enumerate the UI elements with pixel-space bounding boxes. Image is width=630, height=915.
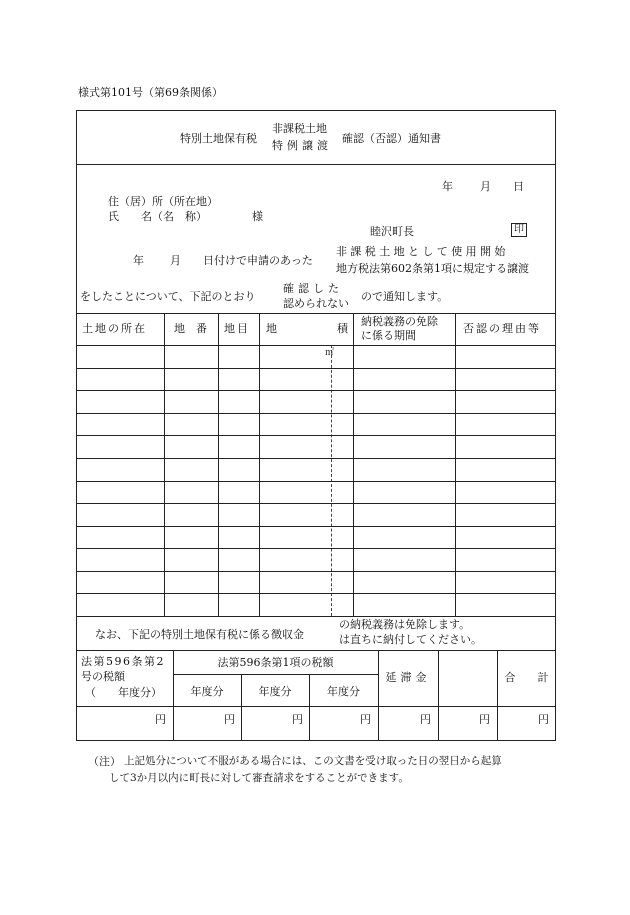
divider	[76, 616, 556, 617]
col-denial-reason: 否認の理由等	[463, 322, 541, 335]
title-prefix: 特別土地保有税	[180, 132, 257, 145]
col-exemption-period-1: 納税義務の免除	[361, 315, 438, 328]
date-month: 月	[480, 180, 491, 193]
yen-unit: 円	[224, 713, 235, 726]
applied-year: 年	[133, 254, 144, 267]
yen-unit: 円	[479, 713, 490, 726]
address-label: 住（居）所（所在地）	[108, 195, 218, 208]
land-table-row	[76, 526, 556, 527]
divider	[76, 164, 556, 165]
land-table-row	[76, 481, 556, 482]
art596-2-line3: （ 年度分）	[85, 686, 162, 699]
result-denied: 認められない	[283, 297, 349, 310]
divider	[76, 313, 556, 314]
land-table-row	[76, 593, 556, 594]
land-table-row	[76, 458, 556, 459]
yen-unit: 円	[155, 713, 166, 726]
art596-2-line2: 号の税額	[81, 670, 125, 683]
divider	[76, 650, 556, 651]
col-lot-number: 地 番	[174, 322, 207, 335]
year-label: 年度分	[258, 685, 292, 698]
date-year: 年	[442, 180, 453, 193]
applied-month: 月	[170, 254, 181, 267]
result-confirmed: 確認した	[283, 282, 343, 295]
seal-mark: 印	[511, 223, 527, 237]
land-table-row	[76, 345, 556, 346]
yen-unit: 円	[360, 713, 371, 726]
collection-exempt: の納税義務は免除します。	[339, 618, 471, 631]
land-table-row	[76, 390, 556, 391]
col-area-right: 積	[337, 322, 348, 335]
year-label: 年度分	[327, 685, 360, 698]
form-number: 様式第101号（第69条関係）	[78, 86, 223, 99]
title-middle-bottom: 特例譲渡	[272, 139, 332, 152]
land-table-row	[76, 368, 556, 369]
body-prefix: をしたことについて、下記のとおり	[80, 290, 256, 303]
art596-1-group: 法第596条第1項の税額	[217, 656, 334, 669]
applied-suffix: 日付けで申請のあった	[203, 254, 313, 267]
yen-unit: 円	[420, 713, 431, 726]
issuer: 睦沢町長	[370, 225, 414, 238]
col-divider	[241, 674, 242, 741]
art596-2-line1: 法第596条第2	[81, 655, 165, 668]
land-table-row	[76, 571, 556, 572]
choice-use-start: 非課税土地として使用開始	[336, 245, 509, 258]
collection-prefix: なお、下記の特別土地保有税に係る徴収金	[95, 628, 304, 641]
yen-unit: 円	[292, 713, 303, 726]
area-unit: ㎡	[325, 348, 335, 358]
col-exemption-period-2: に係る期間	[361, 329, 416, 342]
collection-pay-now: は直ちに納付してください。	[339, 633, 482, 646]
col-divider	[497, 650, 498, 741]
note-line2: して3か月以内に町長に対して審査請求をすることができます。	[109, 772, 409, 784]
year-label: 年度分	[190, 685, 224, 698]
col-divider	[173, 650, 174, 741]
title-suffix: 確認（否認）通知書	[342, 132, 441, 145]
col-divider	[438, 650, 439, 741]
land-table-row	[76, 413, 556, 414]
choice-transfer: 地方税法第602条第1項に規定する譲渡	[336, 262, 529, 275]
land-table-row	[76, 503, 556, 504]
note-line1: 上記処分について不服がある場合には、この文書を受け取った日の翌日から起算	[124, 755, 502, 767]
note-marker: （注）	[88, 755, 121, 768]
honorific: 様	[252, 210, 263, 223]
land-table-row	[76, 548, 556, 549]
yen-unit: 円	[538, 713, 549, 726]
land-table-row	[76, 435, 556, 436]
col-land-category: 地目	[224, 322, 250, 335]
col-location: 土地の所在	[82, 322, 147, 335]
divider	[173, 674, 378, 675]
delinquency-label: 延滞金	[385, 671, 431, 684]
body-suffix: ので通知します。	[361, 290, 449, 303]
title-middle-top: 非課税土地	[272, 122, 327, 135]
col-area-left: 地	[266, 322, 277, 335]
divider	[76, 706, 556, 707]
total-label: 合 計	[504, 671, 549, 684]
name-label: 氏 名（名 称）	[108, 210, 207, 223]
col-divider	[378, 650, 379, 741]
date-day: 日	[513, 180, 524, 193]
col-divider	[309, 674, 310, 741]
